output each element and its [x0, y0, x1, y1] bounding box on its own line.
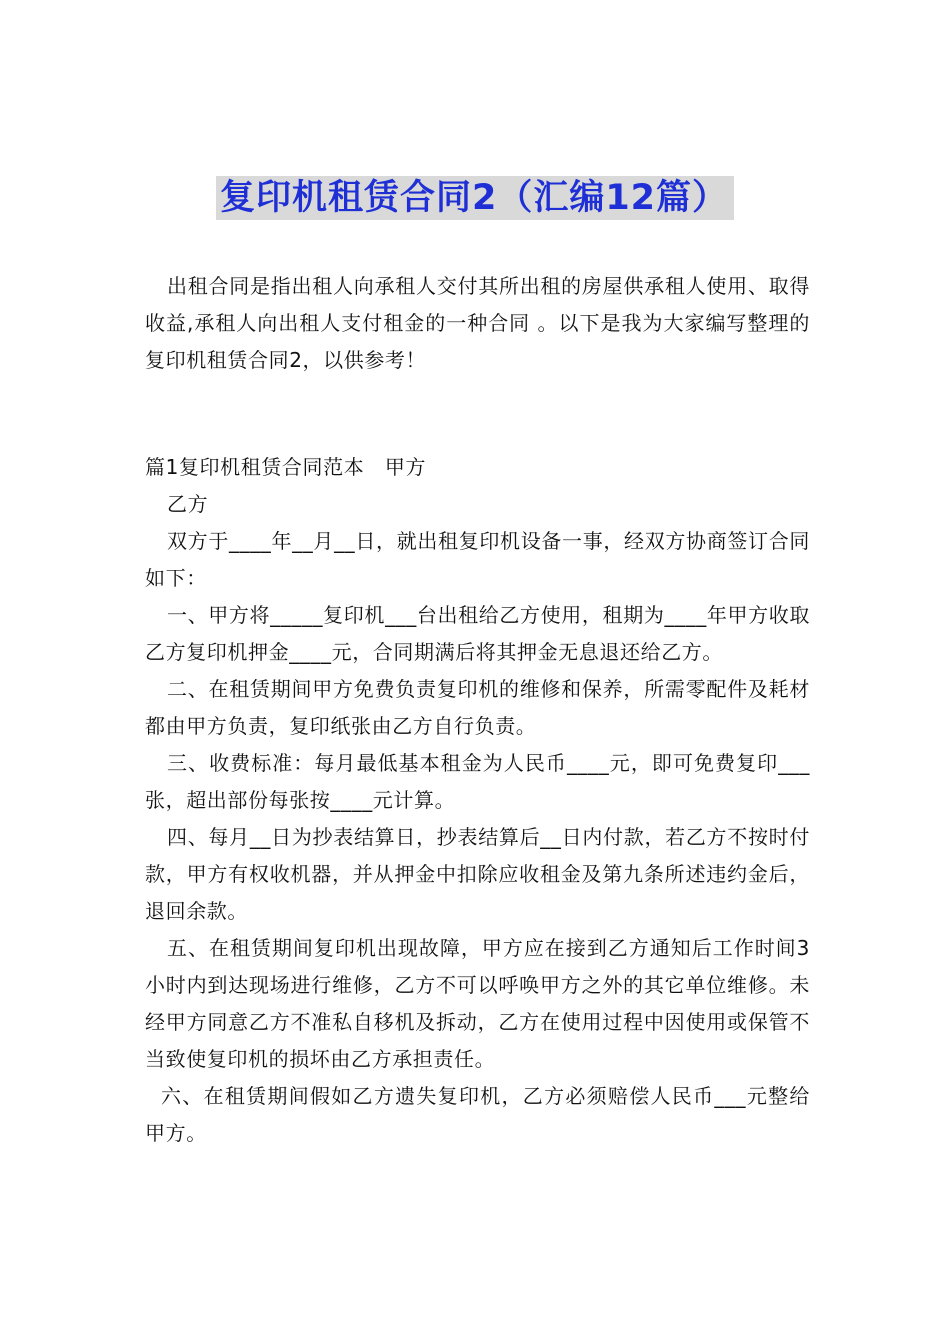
contract-clause-2: 二、在租赁期间甲方免费负责复印机的维修和保养，所需零配件及耗材都由甲方负责，复印纸张由乙方自行负责。 [145, 677, 810, 738]
title-container [0, 176, 950, 220]
contract-paragraph: 双方于____年__月__日，就出租复印机设备一事，经双方协商签订合同如下： [145, 529, 810, 590]
contract-clause-3: 三、收费标准：每月最低基本租金为人民币____元，即可免费复印___张，超出部份每张按____元计算。 [145, 751, 810, 812]
contract-clause-5: 五、在租赁期间复印机出现故障，甲方应在接到乙方通知后工作时间3小时内到达现场进行维修，乙方不可以呼唤甲方之外的其它单位维修。未经甲方同意乙方不准私自移机及拆动，乙方在使用过程中因使用或保管不当致使复印机的损坏由乙方承担责任。 [145, 936, 810, 1071]
section-heading: 篇1复印机租赁合同范本 甲方 [145, 455, 427, 479]
document-title: 复印机租赁合同2（汇编12篇） [216, 176, 734, 220]
intro-paragraph: 出租合同是指出租人向承租人交付其所出租的房屋供承租人使用、取得收益,承租人向出租人支付租金的一种合同 。以下是我为大家编写整理的复印机租赁合同2，以供参考！ [145, 274, 810, 372]
contract-clause-4: 四、每月__日为抄表结算日，抄表结算后__日内付款，若乙方不按时付款，甲方有权收机器，并从押金中扣除应收租金及第九条所述违约金后，退回余款。 [145, 825, 810, 923]
contract-body [145, 449, 810, 1152]
intro-section [145, 268, 810, 379]
contract-clause-6: 六、在租赁期间假如乙方遗失复印机，乙方必须赔偿人民币___元整给甲方。 [145, 1084, 810, 1145]
contract-clause-1: 一、甲方将_____复印机___台出租给乙方使用，租期为____年甲方收取乙方复印机押金____元，合同期满后将其押金无息退还给乙方。 [145, 603, 810, 664]
party-b-label: 乙方 [167, 492, 209, 516]
